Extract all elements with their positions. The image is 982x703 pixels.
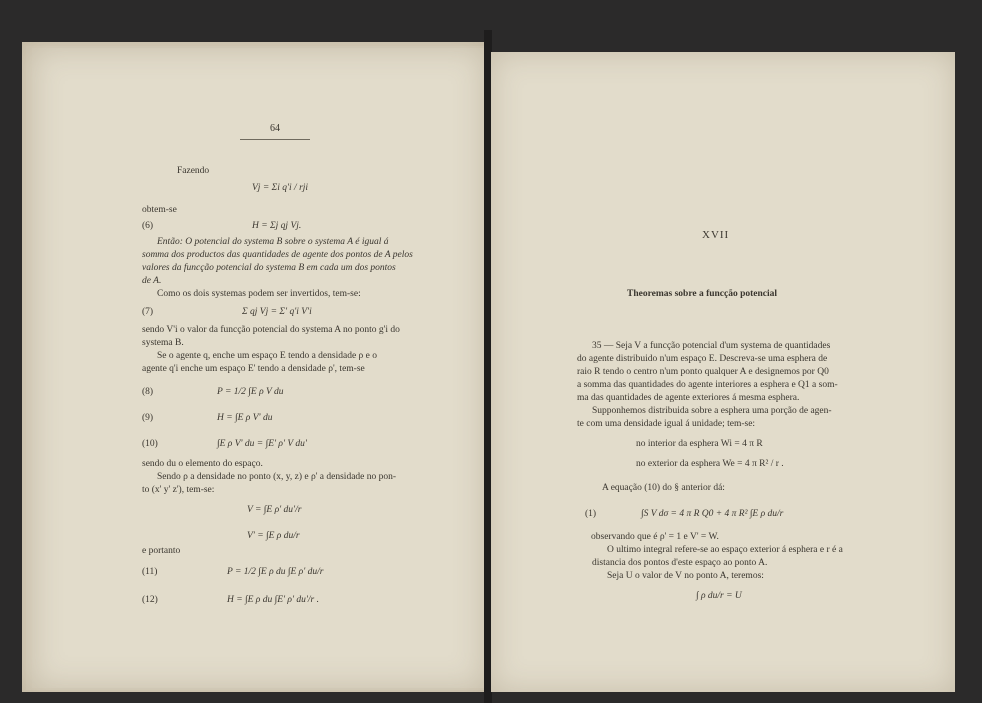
page-number-rule (240, 139, 310, 140)
section-title: Theoremas sobre a funcção potencial (627, 289, 778, 299)
equation-number: (10) (142, 439, 158, 449)
equation: Vj = Σi q'i / rji (252, 183, 309, 193)
text-line: A equação (10) do § anterior dá: (602, 483, 725, 493)
equation: no interior da esphera Wi = 4 π R (636, 439, 763, 449)
equation: ∫ ρ du/r = U (696, 591, 742, 601)
equation: P = 1/2 ∫E ρ du ∫E ρ' du/r (227, 567, 324, 577)
equation-number: (9) (142, 413, 154, 423)
text-line: te com uma densidade igual á unidade; tem-se: (577, 419, 756, 429)
text-line: somma dos productos das quantidades de agente dos pontos de A pelos (142, 250, 413, 260)
equation: P = 1/2 ∫E ρ V du (217, 387, 284, 397)
text-line: Então: O potencial do systema B sobre o systema A é igual á (157, 237, 389, 247)
text-line: raio R tendo o centro n'um ponto qualquer A e designemos por Q0 (577, 367, 829, 377)
text-line: distancia dos pontos d'este espaço ao ponto A. (592, 558, 768, 568)
equation: H = ∫E ρ V' du (217, 413, 273, 423)
text-line: do agente distribuido n'um espaço E. Descreva-se uma esphera de (577, 354, 828, 364)
right-page (491, 52, 955, 692)
text-line: e portanto (142, 546, 181, 556)
equation-number: (11) (142, 567, 158, 577)
text-line: Fazendo (177, 166, 210, 176)
equation-number: (6) (142, 221, 154, 231)
text-line: Supponhemos distribuida sobre a esphera uma porção de agen- (592, 406, 832, 416)
equation: ∫E ρ V' du = ∫E' ρ' V du' (217, 439, 307, 449)
text-line: Se o agente q, enche um espaço E tendo a densidade ρ e o (157, 351, 377, 361)
text-line: sendo V'i o valor da funcção potencial do systema A no ponto g'i do (142, 325, 400, 335)
equation: no exterior da esphera We = 4 π R² / r . (636, 459, 784, 469)
equation: H = Σj qj Vj. (252, 221, 302, 231)
text-line: valores da funcção potencial do systema B em cada um dos pontos (142, 263, 396, 273)
left-page (32, 48, 484, 688)
chapter-number: XVII (702, 229, 730, 241)
text-line: Como os dois systemas podem ser invertidos, tem-se: (157, 289, 361, 299)
equation: H = ∫E ρ du ∫E' ρ' du'/r . (227, 595, 320, 605)
text-line: Sendo ρ a densidade no ponto (x, y, z) e ρ' a densidade no pon- (157, 472, 397, 482)
equation: V' = ∫E ρ du/r (247, 531, 300, 541)
text-line: systema B. (142, 338, 184, 348)
text-line: 35 — Seja V a funcção potencial d'um systema de quantidades (592, 341, 831, 351)
text-line: obtem-se (142, 205, 177, 215)
equation: Σ qj Vj = Σ' q'i V'i (242, 307, 312, 317)
text-line: observando que é ρ' = 1 e V' = W. (591, 532, 719, 542)
text-line: a somma das quantidades do agente interiores a esphera e Q1 a som- (577, 380, 838, 390)
text-line: ma das quantidades de agente exteriores á mesma esphera. (577, 393, 800, 403)
text-line: de A. (142, 276, 162, 286)
equation: V = ∫E ρ' du'/r (247, 505, 302, 515)
equation-number: (7) (142, 307, 154, 317)
text-line: O ultimo integral refere-se ao espaço exterior á esphera e r é a (607, 545, 843, 555)
equation-number: (1) (585, 509, 597, 519)
text-line: agente q'i enche um espaço E' tendo a densidade ρ', tem-se (142, 364, 365, 374)
text-line: sendo du o elemento do espaço. (142, 459, 263, 469)
text-line: to (x' y' z'), tem-se: (142, 485, 215, 495)
page-number: 64 (270, 123, 280, 134)
equation-number: (8) (142, 387, 154, 397)
equation: ∫S V dσ = 4 π R Q0 + 4 π R² ∫E ρ du/r (641, 509, 784, 519)
text-line: Seja U o valor de V no ponto A, teremos: (607, 571, 764, 581)
equation-number: (12) (142, 595, 158, 605)
